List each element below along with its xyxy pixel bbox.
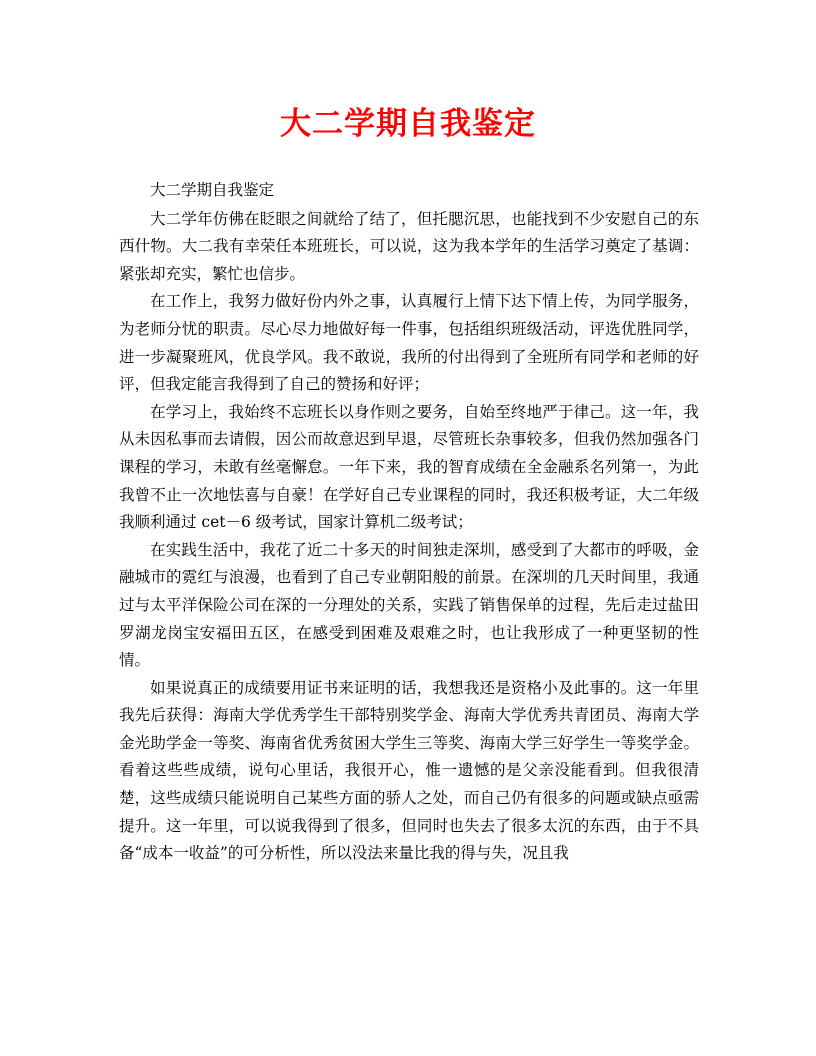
paragraph: 大二学年仿佛在眨眼之间就给了结了，但托腮沉思，也能找到不少安慰自己的东西什物。大二我有幸荣任本班班长，可以说，这为我本学年的生活学习奠定了基调：紧张却充实，繁忙也信步。 bbox=[119, 209, 699, 283]
paragraph: 如果说真正的成绩要用证书来证明的话，我想我还是资格小及此事的。这一年里我先后获得：海南大学优秀学生干部特别奖学金、海南大学优秀共青团员、海南大学金光助学金一等奖、海南省优秀贫困大学生三等奖、海南大学三好学生一等奖学金。看着这些些成绩，说句心里话，我很开心，惟一遗憾的是父亲没能看到。但我很清楚，这些成绩只能说明自己某些方面的骄人之处，而自己仍有很多的问题或缺点亟需提升。这一年里，可以说我得到了很多，但同时也失去了很多太沉的东西，由于不具备“成本一收益”的可分析性，所以没法来量比我的得与失，况且我 bbox=[119, 678, 699, 863]
paragraph: 在学习上，我始终不忘班长以身作则之要务，自始至终地严于律己。这一年，我从未因私事而去请假，因公而故意迟到早退，尽管班长杂事较多，但我仍然加强各门课程的学习，未敢有丝毫懈怠。一年下来，我的智育成绩在全金融系名列第一，为此我曾不止一次地怯喜与自豪！在学好自己专业课程的同时，我还积极考证，大二年级我顺利通过 cet－6 级考试，国家计算机二级考试； bbox=[119, 402, 699, 532]
document-title: 大二学期自我鉴定 bbox=[280, 106, 536, 142]
paragraph-subtitle: 大二学期自我鉴定 bbox=[150, 181, 275, 199]
paragraph: 在工作上，我努力做好份内外之事，认真履行上情下达下情上传，为同学服务，为老师分忧的职责。尽心尽力地做好每一件事，包括组织班级活动，评选优胜同学，进一步凝聚班风，优良学风。我不敢说，我所的付出得到了全班所有同学和老师的好评，但我定能言我得到了自己的赞扬和好评； bbox=[119, 292, 699, 394]
paragraph: 在实践生活中，我花了近二十多天的时间独走深圳，感受到了大都市的呼吸，金融城市的霓红与浪漫，也看到了自己专业朝阳般的前景。在深圳的几天时间里，我通过与太平洋保险公司在深的一分理处的关系，实践了销售保单的过程，先后走过盐田罗湖龙岗宝安福田五区，在感受到困难及艰难之时，也让我形成了一种更坚韧的性情。 bbox=[119, 540, 699, 670]
document-body bbox=[119, 177, 699, 868]
